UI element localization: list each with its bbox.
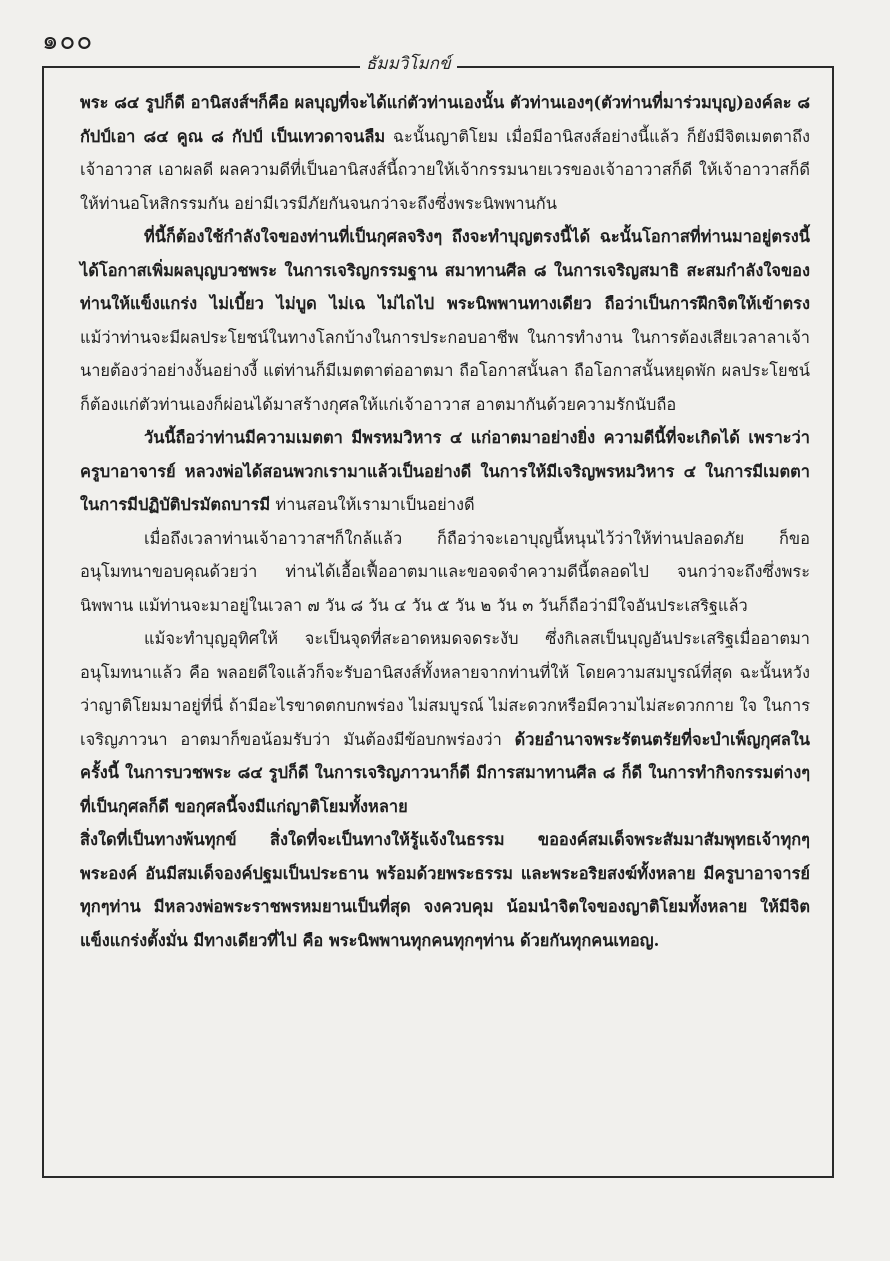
page-number: ๑๐๐ [42, 26, 94, 56]
paragraph-text-bold: วันนี้ถือว่าท่านมีความเมตตา มีพรหมวิหาร ๔ แก่อาตมาอย่างยิ่ง ความดีนี้ที่จะเกิดได้ เพราะว่าครูบาอาจารย์ หลวงพ่อได้สอนพวกเรามาแล้วเป็นอย่างดี ในการให้มีเจริญพรหมวิหาร ๔ ในการมีเมตตา ในการมีปฏิบัติปรมัตถบารมี [80, 428, 810, 514]
body-text [80, 86, 810, 957]
paragraph-text-bold: พระ ๘๔ รูปก็ดี อานิสงส์ฯก็คือ ผลบุญที่จะได้แก่ตัวท่านเองนั้น ตัวท่านเองๆ(ตัวท่านที่มาร่วมบุญ)องค์ละ ๘ กัปป์เอา ๘๔ คูณ ๘ กัปป์ เป็นเทวดาจนลืม [80, 93, 810, 146]
paragraph-4 [80, 522, 810, 623]
paragraph-text: เมื่อถึงเวลาท่านเจ้าอาวาสฯก็ใกล้แล้ว ก็ถือว่าจะเอาบุญนี้หนุนไว้ว่าให้ท่านปลอดภัย ก็ขออนุโมทนาขอบคุณด้วยว่า ท่านได้เอื้อเฟื้ออาตมาและขอจดจำความดีนี้ตลอดไป จนกว่าจะถึงซึ่งพระนิพพาน แม้ท่านจะมาอยู่ในเวลา ๗ วัน ๘ วัน ๔ วัน ๕ วัน ๒ วัน ๓ วันก็ถือว่ามีใจอันประเสริฐแล้ว [80, 528, 810, 615]
paragraph-text: แม้ว่าท่านจะมีผลประโยชน์ในทางโลกบ้างในการประกอบอาชีพ ในการทำงาน ในการต้องเสียเวลาลาเจ้านายต้องว่าอย่างงั้นอย่างงี้ แต่ท่านก็มีเมตตาต่ออาตมา ถือโอกาสนั้นลา ถือโอกาสนั้นหยุดพัก ผลประโยชน์ก็ต้องแก่ตัวท่านเองก็ผ่อนได้มาสร้างกุศลให้แก่เจ้าอาวาส อาตมากันด้วยความรักนับถือ [80, 327, 810, 414]
paragraph-text-bold: สิ่งใดที่เป็นทางพ้นทุกข์ สิ่งใดที่จะเป็นทางให้รู้แจ้งในธรรม ขอองค์สมเด็จพระสัมมาสัมพุทธเจ้าทุกๆพระองค์ อันมีสมเด็จองค์ปฐมเป็นประธาน พร้อมด้วยพระธรรม และพระอริยสงฆ์ทั้งหลาย มีครูบาอาจารย์ทุกๆท่าน มีหลวงพ่อพระราชพรหมยานเป็นที่สุด จงควบคุม น้อมนำจิตใจของญาติโยมทั้งหลาย ให้มีจิตแข็งแกร่งตั้งมั่น มีทางเดียวที่ไป คือ พระนิพพานทุกคนทุกๆท่าน ด้วยกันทุกคนเทอญ. [80, 830, 810, 950]
paragraph-text: แม้จะทำบุญอุทิศให้ จะเป็นจุดที่สะอาดหมดจดระงับ ซึ่งกิเลสเป็นบุญอันประเสริฐเมื่ออาตมาอนุโมทนาแล้ว คือ พลอยดีใจแล้วก็จะรับอานิสงส์ทั้งหลายจากท่านที่ให้ โดยความสมบูรณ์ที่สุด ฉะนั้นหวังว่าญาติโยมมาอยู่ที่นี่ ถ้ามีอะไรขาดตกบกพร่อง ไม่สมบูรณ์ ไม่สะดวกหรือมีความไม่สะดวกกาย ใจ ในการเจริญภาวนา อาตมาก็ขอน้อมรับว่า มันต้องมีข้อบกพร่องว่า [80, 629, 810, 749]
running-header-title: ธัมมวิโมกข์ [360, 50, 457, 77]
paragraph-1 [80, 86, 810, 220]
paragraph-text: ท่านสอนให้เรามาเป็นอย่างดี [270, 495, 475, 514]
paragraph-3 [80, 421, 810, 522]
paragraph-2 [80, 220, 810, 421]
paragraph-text-bold: ด้วยอำนาจพระรัตนตรัยที่จะบำเพ็ญกุศลในครั้งนี้ ในการบวชพระ ๘๔ รูปก็ดี ในการเจริญภาวนาก็ดี มีการสมาทานศีล ๘ ก็ดี ในการทำกิจกรรมต่างๆที่เป็นกุศลก็ดี ขอกุศลนี้จงมีแก่ญาติโยมทั้งหลาย [80, 729, 810, 816]
paragraph-text-bold: ที่นี้ก็ต้องใช้กำลังใจของท่านที่เป็นกุศลจริงๆ ถึงจะทำบุญตรงนี้ได้ ฉะนั้นโอกาสที่ท่านมาอยู่ตรงนี้ ได้โอกาสเพิ่มผลบุญบวชพระ ในการเจริญกรรมฐาน สมาทานศีล ๘ ในการเจริญสมาธิ สะสมกำลังใจของท่านให้แข็งแกร่ง ไม่เบี้ยว ไม่บูด ไม่เฉ ไม่ไถไป พระนิพพานทางเดียว ถือว่าเป็นการฝึกจิตให้เข้าตรง [80, 227, 810, 313]
paragraph-6 [80, 823, 810, 957]
paragraph-5 [80, 622, 810, 823]
paragraph-text: ฉะนั้นญาติโยม เมื่อมีอานิสงส์อย่างนี้แล้ว ก็ยังมีจิตเมตตาถึงเจ้าอาวาส เอาผลดี ผลความดีที่เป็นอานิสงส์นี้ถวายให้เจ้ากรรมนายเวรของเจ้าอาวาสก็ดี ให้เจ้าอาวาสก็ดีให้ท่านอโหสิกรรมกัน อย่ามีเวรมีภัยกันจนกว่าจะถึงซึ่งพระนิพพานกัน [80, 126, 810, 213]
